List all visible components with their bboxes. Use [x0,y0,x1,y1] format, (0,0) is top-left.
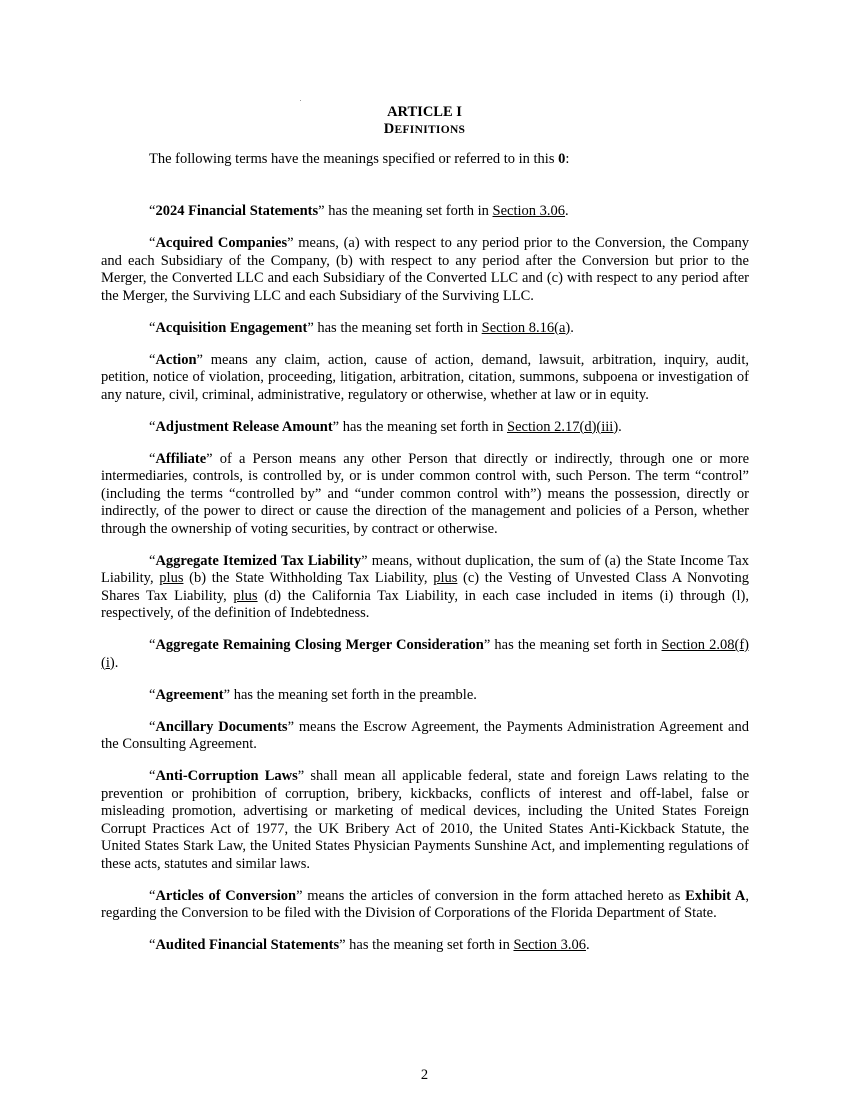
defined-term: 2024 Financial Statements [155,203,319,219]
exhibit-reference: Exhibit A [685,887,746,904]
definitions-list [101,203,749,969]
defined-term: Aggregate Itemized Tax Liability [155,552,362,569]
defined-term: Adjustment Release Amount [155,418,333,435]
definition-ancillary-documents: “Ancillary Documents” means the Escrow Agreement, the Payments Administration Agreement and the Consulting Agreement. [101,718,749,752]
article-reference: 0 [558,151,566,167]
defined-term: Anti-Corruption Laws [155,768,298,784]
section-reference: Section 2.08(f)(i) [101,637,750,671]
definition-aggregate-itemized-tax-liability: “Aggregate Itemized Tax Liability” means, without duplication, the sum of (a) the State Income Tax Liability, plus (b) the State Withholding Tax Liability, plus (c) the Vesting of Unvested Class A Nonvoting Shares Tax Liability, plus (d) the California Tax Liability, in each case included in items (i) through (l), respectively, of the definition of Indebtedness. [101,552,750,621]
definition-acquired-companies: “Acquired Companies” means, (a) with respect to any period prior to the Conversion, the Company and each Subsidiary of the Company, (b) with respect to any period after the Conversion but prior to the Merger, the Converted LLC and each Subsidiary of the Converted LLC and (c) with respect to any period after the Merger, the Surviving LLC and each Subsidiary of the Surviving LLC. [101,235,749,304]
defined-term: Affiliate [155,450,207,467]
definition-anti-corruption-laws: “Anti-Corruption Laws” shall mean all applicable federal, state and foreign Laws relating to the prevention or prohibition of corruption, bribery, kickbacks, conflicts of interest and off-label, false or misleading promotion, advertising or marketing of medical devices, including the United States Foreign Corrupt Practices Act of 1977, the UK Bribery Act of 2010, the United States Anti-Kickback Statute, the United States Stark Law, the United States Physician Payments Sunshine Act, and implementing regulations of these acts, statutes and similar laws. [101,768,749,872]
definition-action: “Action” means any claim, action, cause of action, demand, lawsuit, arbitration, inquiry, audit, petition, notice of violation, proceeding, litigation, arbitration, citation, summons, subpoena or investigation of any nature, civil, criminal, administrative, regulatory or otherwise, whether at law or in equity. [101,351,749,403]
definition-acquisition-engagement: “Acquisition Engagement” has the meaning set forth in Section 8.16(a). [149,319,574,336]
article-header [0,103,849,138]
defined-term: Acquisition Engagement [155,319,308,336]
definition-articles-of-conversion: “Articles of Conversion” means the articles of conversion in the form attached hereto as Exhibit A, regarding the Conversion to be filed with the Division of Corporations of the Florida Department of State. [101,887,750,921]
definition-aggregate-remaining-closing-merger-consideration: “Aggregate Remaining Closing Merger Consideration” has the meaning set forth in Section 2.08(f)(i). [101,637,750,671]
defined-term: Action [155,351,197,368]
definition-adjustment-release-amount: “Adjustment Release Amount” has the meaning set forth in Section 2.17(d)(iii). [149,418,622,435]
definition-agreement: “Agreement” has the meaning set forth in the preamble. [149,686,477,703]
intro-paragraph: The following terms have the meanings specified or referred to in this 0: [149,151,570,167]
definition-2024-financial-statements: “2024 Financial Statements” has the meaning set forth in Section 3.06. [149,203,569,219]
page-number: 2 [420,1067,429,1083]
plus-operator: plus [159,570,184,586]
defined-term: Agreement [155,686,224,703]
speck-mark [300,100,301,101]
defined-term: Audited Financial Statements [155,937,340,953]
section-reference: Section 2.17(d)(iii) [507,418,619,435]
plus-operator: plus [233,587,258,604]
defined-term: Aggregate Remaining Closing Merger Consideration [155,637,484,653]
defined-term: Articles of Conversion [155,887,297,904]
definition-audited-financial-statements: “Audited Financial Statements” has the meaning set forth in Section 3.06. [149,937,590,953]
section-reference: Section 3.06 [492,203,566,219]
section-reference: Section 3.06 [513,937,586,953]
section-reference: Section 8.16(a) [481,319,571,336]
article-title: DEFINITIONS [383,121,466,137]
plus-operator: plus [433,570,458,586]
article-number: ARTICLE I [387,104,462,120]
definition-affiliate: “Affiliate” of a Person means any other Person that directly or indirectly, through one or more intermediaries, controls, is controlled by, or is under common control with, such Person. The term “control” (including the terms “controlled by” and “under common control with”) means the possession, directly or indirectly, of the power to direct or cause the direction of the management and policies of a Person, whether through the ownership of voting securities, by contract or otherwise. [101,450,749,537]
defined-term: Acquired Companies [155,235,288,251]
defined-term: Ancillary Documents [155,718,288,735]
